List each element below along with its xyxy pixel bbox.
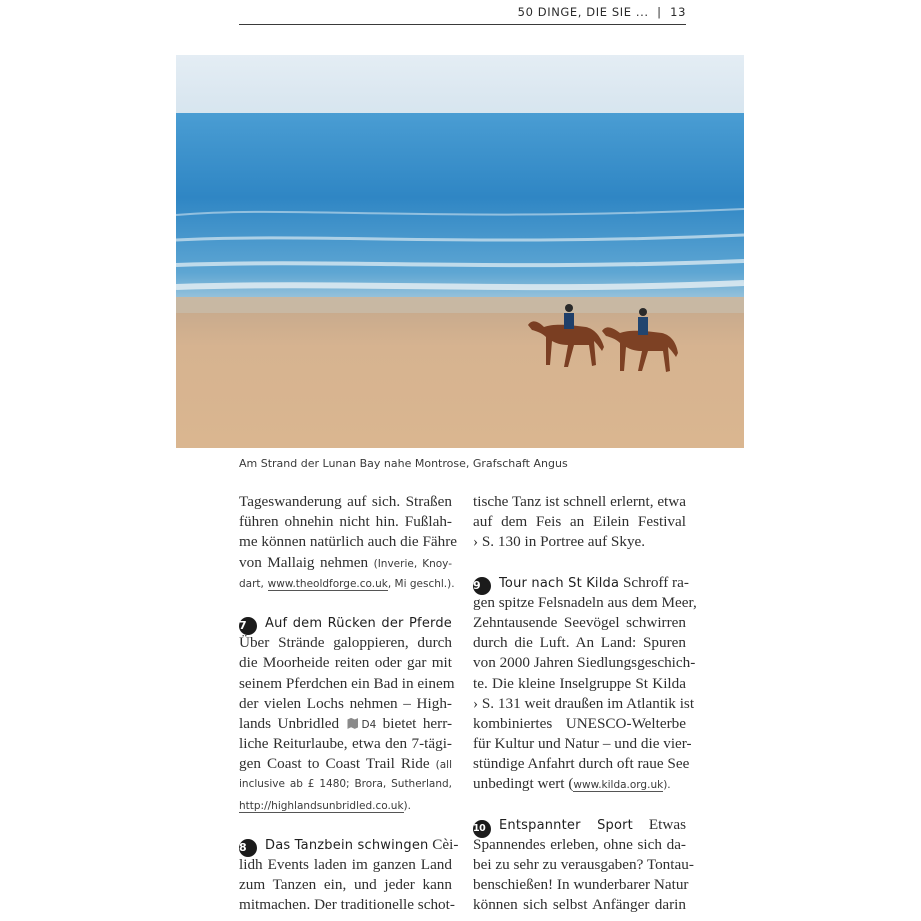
- sea: [176, 113, 744, 301]
- text-line: für Kultur und Natur – und die vier-: [473, 735, 692, 753]
- item-9-paragraph: [473, 573, 697, 795]
- paragraph-gap: [239, 593, 452, 613]
- text-line: te. Die kleine Inselgruppe St Kilda: [473, 674, 686, 692]
- text-line: auf dem Feis an Eilein Festival: [473, 513, 686, 531]
- sky: [176, 55, 744, 113]
- text-line: kombiniertes UNESCO-Welterbe: [473, 714, 686, 732]
- text-line: [239, 553, 452, 573]
- text-line: liche Reiturlaube, etwa den 7-tägi-: [239, 735, 452, 753]
- text-line: Zehntausende Seevögel schwirren: [473, 613, 686, 631]
- text-line: seinem Pferdchen ein Bad in einem: [239, 674, 455, 692]
- item-heading-line: [473, 573, 689, 593]
- item-heading: Das Tanzbein schwingen: [265, 837, 429, 853]
- text-line: von 2000 Jahren Siedlungsgeschich-: [473, 654, 696, 672]
- info-text: (Inverie, Knoy-: [373, 557, 452, 570]
- item-heading: Entspannter Sport: [499, 817, 633, 833]
- item-7-paragraph: [239, 613, 455, 815]
- text-line: [473, 774, 686, 794]
- info-text: ).: [403, 799, 411, 812]
- text-line: gen spitze Felsnadeln aus dem Meer,: [473, 593, 697, 611]
- text-line: Über Strände galoppieren, durch: [239, 634, 452, 652]
- page-number: 13: [670, 5, 686, 19]
- item-8-paragraph: [239, 835, 459, 916]
- text-line: me können natürlich auch die Fähre: [239, 533, 458, 551]
- text-fragment: Etwas: [648, 815, 686, 833]
- text-line: zum Tanzen ein, und jeder kann: [239, 876, 452, 894]
- text-fragment: Cèi-: [432, 835, 459, 853]
- text-fragment: gen Coast to Coast Trail Ride: [239, 755, 430, 773]
- text-line: lidh Events laden im ganzen Land: [239, 856, 452, 873]
- info-text: (all: [435, 759, 453, 772]
- info-text: , Mi geschl.).: [387, 577, 455, 590]
- text-fragment: unbedingt wert (: [473, 775, 574, 793]
- item-heading: Auf dem Rücken der Pferde: [265, 615, 452, 631]
- highlandsunbridled-link[interactable]: http://highlandsunbridled.co.uk: [239, 799, 404, 812]
- item-number-badge: 9: [473, 577, 491, 595]
- header-separator: |: [657, 5, 662, 19]
- beach-horse-riders-photo: [176, 55, 744, 448]
- item-heading: Tour nach St Kilda: [499, 575, 620, 591]
- intro-paragraph: [239, 492, 458, 593]
- text-line: › S. 131 weit draußen im Atlantik ist: [473, 694, 695, 712]
- paragraph-gap: [473, 553, 686, 573]
- item-heading-line: [239, 835, 459, 855]
- intro-paragraph: [473, 492, 686, 553]
- kilda-link[interactable]: www.kilda.org.uk: [573, 779, 664, 792]
- info-text: ).: [663, 779, 671, 792]
- paragraph-gap: [473, 795, 686, 815]
- item-number-badge: 10: [473, 820, 491, 838]
- text-line: [239, 714, 452, 734]
- text-line: [239, 573, 455, 593]
- text-line: können sich selbst Anfänger darin: [473, 896, 686, 914]
- text-line: stündige Anfahrt durch oft raue See: [473, 755, 690, 773]
- header-text: [518, 5, 686, 19]
- text-line: führen ohnehin nicht hin. Fußlah-: [239, 513, 452, 531]
- text-line: Tageswanderung auf sich. Straßen: [239, 493, 452, 510]
- text-line: [239, 795, 452, 815]
- left-column: [239, 492, 459, 916]
- item-heading-line: [473, 815, 686, 835]
- text-fragment: bietet herr-: [382, 714, 453, 732]
- figure-caption: Am Strand der Lunan Bay nahe Montrose, Grafschaft Angus: [239, 457, 568, 470]
- info-line: inclusive ab £ 1480; Brora, Sutherland,: [239, 778, 452, 791]
- text-line: der vielen Lochs nehmen – High-: [239, 694, 452, 712]
- info-text: dart,: [239, 577, 264, 590]
- running-header: [239, 0, 686, 25]
- item-10-paragraph: [473, 815, 694, 916]
- theoldforge-link[interactable]: www.theoldforge.co.uk: [267, 577, 388, 590]
- map-icon: [347, 718, 358, 729]
- text-fragment: von Mallaig nehmen: [239, 553, 369, 571]
- item-number-badge: 7: [239, 617, 257, 635]
- text-line: bei zu sehr zu verausgaben? Tontau-: [473, 856, 694, 873]
- running-title: 50 DINGE, DIE SIE ...: [517, 5, 649, 19]
- text-fragment: Schroff ra-: [622, 573, 689, 591]
- item-number-badge: 8: [239, 839, 257, 857]
- text-line: benschießen! In wunderbarer Natur: [473, 876, 689, 894]
- text-line: Spannendes erleben, ohne sich da-: [473, 835, 686, 853]
- text-line: durch die Luft. An Land: Spuren: [473, 634, 686, 652]
- text-line: die Moorheide reiten oder gar mit: [239, 654, 452, 672]
- text-line: › S. 130 in Portree auf Skye.: [473, 533, 646, 551]
- text-line: [239, 754, 452, 774]
- text-line: mitmachen. Der traditionelle schot-: [239, 896, 455, 914]
- map-reference: D4: [361, 718, 377, 731]
- right-column: [473, 492, 697, 916]
- text-fragment: lands Unbridled: [239, 714, 340, 732]
- item-heading-line: [239, 613, 452, 633]
- paragraph-gap: [239, 815, 452, 835]
- text-line: tische Tanz ist schnell erlernt, etwa: [473, 493, 686, 510]
